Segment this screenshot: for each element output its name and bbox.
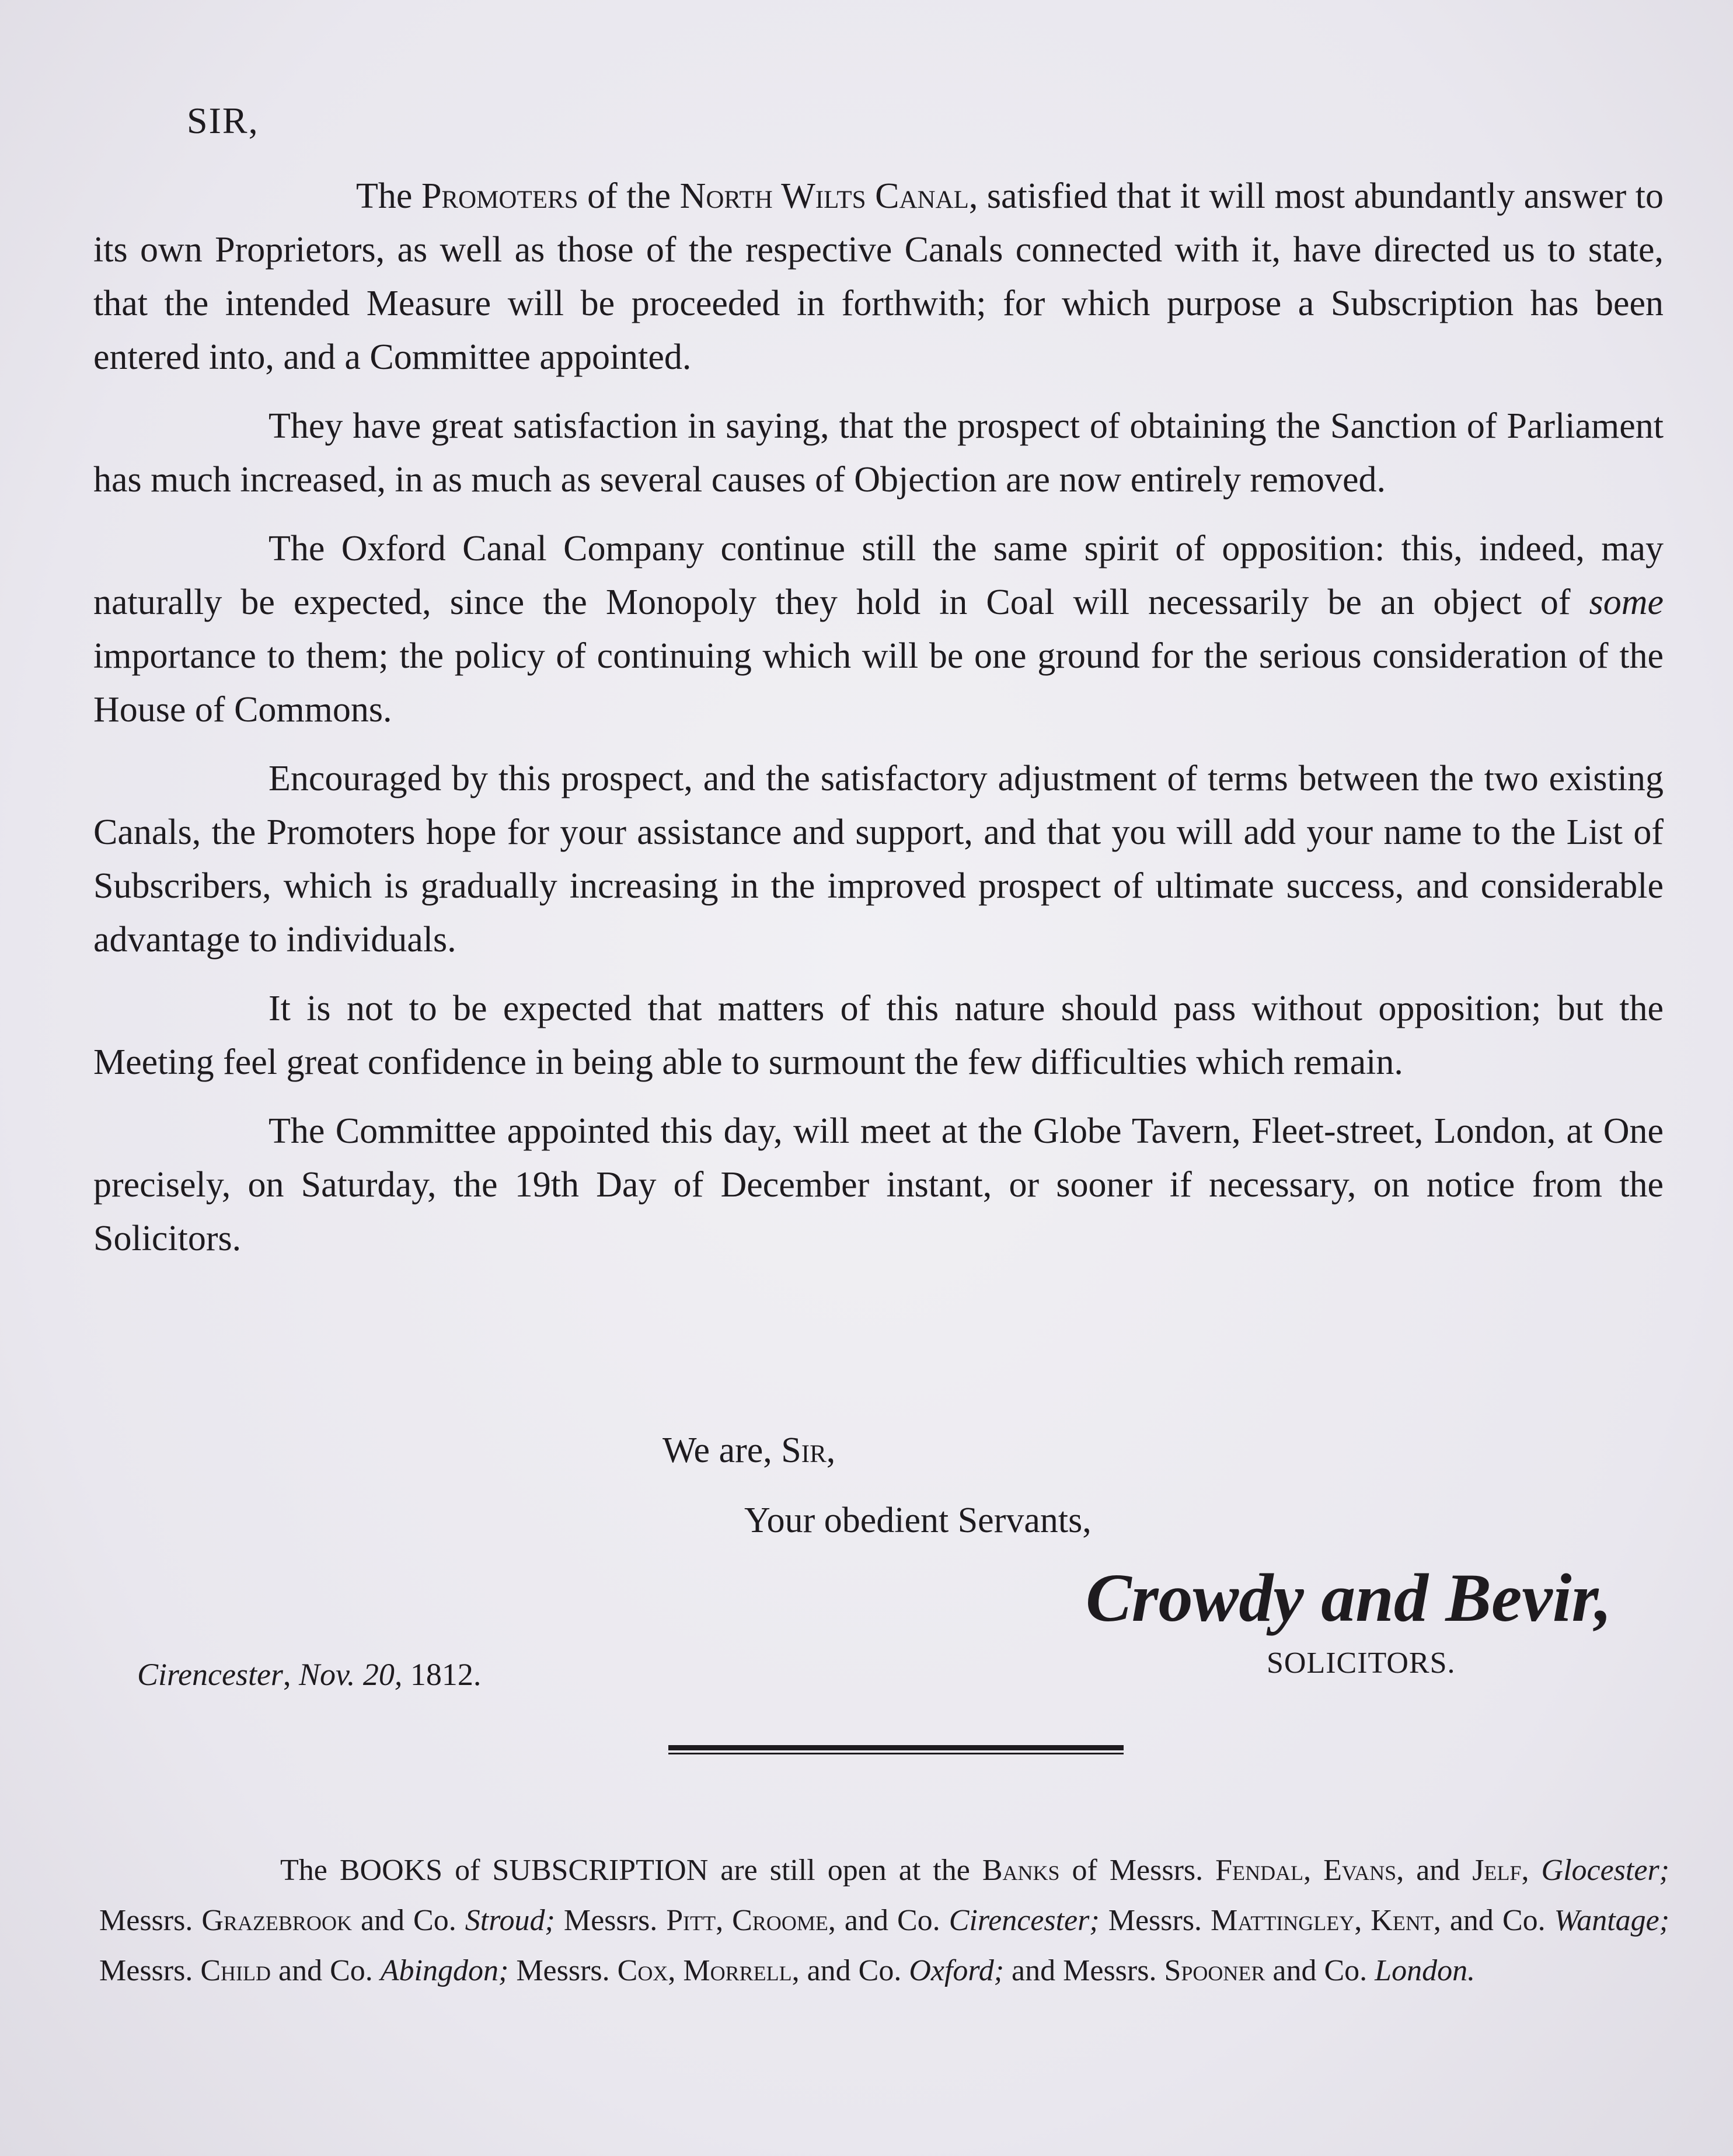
divider-thick-line [668,1745,1124,1750]
note-smallcaps: Spooner [1164,1954,1265,1987]
dateline-place: Cirencester [137,1657,283,1692]
paragraph-4: Encouraged by this prospect, and the satisfactory adjustment of terms between the two existing Canals, the Promoters hope for your assistance and support, and that you will add your name to the List of Subscribers, which is gradually increasing in the improved prospect of ultimate success, and considerable advantage to individuals. [93,759,1664,960]
divider-thin-line [668,1753,1124,1754]
paragraph-2: They have great satisfaction in saying, that the prospect of obtaining the Sanction of Parliament has much increased, in as much as several causes of Objection are now entirely removed. [93,406,1664,500]
note-text: and Co. [1265,1954,1375,1987]
note-text: Messrs. [99,1954,201,1987]
paragraph-6: The Committee appointed this day, will meet at the Globe Tavern, Fleet-street, London, at One precisely, on Saturday, the 19th Day of December instant, or sooner if necessary, on notice from the Solicitors. [93,1111,1664,1258]
closing-sir: Sir [781,1431,827,1470]
note-smallcaps: Mattingley [1211,1904,1355,1937]
note-text: and Co. [271,1954,381,1987]
dateline [137,1656,481,1693]
divider-rule [668,1745,1124,1756]
note-smallcaps: Evans [1323,1854,1397,1887]
note-smallcaps: Croome [732,1904,828,1937]
emphasis-some: some [1589,582,1664,622]
paragraph-3-text-c: importance to them; the policy of continuing which will be one ground for the serious consideration of the House of Commons. [93,636,1664,730]
paragraph-1-text-a: The [356,176,421,216]
note-text: , [668,1954,684,1987]
paragraph-3-text-a: The Oxford Canal Company continue still the same spirit of opposition: this, indeed, may naturally be expected, since the Monopoly they hold in Coal will necessarily be an object of [93,529,1664,622]
note-place: Abingdon; [380,1954,509,1987]
salutation: SIR, [187,100,259,141]
dateline-comma: , [283,1657,299,1692]
note-smallcaps: Child [200,1954,271,1987]
dateline-date: Nov. 20, [298,1657,403,1692]
note-text: Messrs. [1099,1904,1211,1937]
note-text: Messrs. [555,1904,667,1937]
letter-body [93,169,1664,1281]
note-text: , and Co. [791,1954,909,1987]
closing-line-2: Your obedient Servants, [744,1501,1092,1540]
note-smallcaps: Cox [617,1954,668,1987]
note-smallcaps: Fendal [1215,1854,1304,1887]
note-smallcaps: Kent [1371,1904,1434,1937]
note-text: , [1354,1904,1371,1937]
note-text: , and Co. [828,1904,949,1937]
note-smallcaps: Pitt [666,1904,716,1937]
note-place: Wantage; [1554,1904,1670,1937]
note-smallcaps: Banks [982,1854,1060,1887]
note-text: , [716,1904,733,1937]
note-text: Messrs. [99,1904,202,1937]
paragraph-5: It is not to be expected that matters of this nature should pass without opposition; but the Meeting feel great confidence in being able to surmount the few difficulties which remain. [93,989,1664,1082]
dateline-year: 1812. [402,1657,482,1692]
note-place: Cirencester; [949,1904,1100,1937]
note-place: Glocester; [1541,1854,1669,1887]
note-text: , and [1396,1854,1473,1887]
note-place: Stroud; [465,1904,555,1937]
subscription-note [99,1845,1669,1996]
closing-we-are: We are, [662,1431,782,1470]
signature-title: SOLICITORS. [1267,1646,1456,1680]
promoters-smallcaps: Promoters [421,176,578,216]
closing-comma: , [826,1431,836,1470]
paragraph-1 [93,169,1664,384]
note-text: and Co. [351,1904,465,1937]
note-smallcaps: Morrell [683,1954,792,1987]
note-text: , [1303,1854,1324,1887]
note-place: Oxford; [909,1954,1005,1987]
paragraph-1-text-e: , satisfied that it will most abundantly answer to its own Proprietors, as well as those of the respective Canals connected with it, have directed us to state, that the intended Measure will be proceeded in forthwith; for which purpose a Subscription has been entered into, and a Committee appointed. [93,176,1664,377]
paragraph-1-text-c: of the [578,176,680,216]
closing-line-1 [662,1430,835,1471]
note-text: of Messrs. [1059,1854,1216,1887]
paragraph-3 [93,522,1664,737]
north-wilts-canal-smallcaps: North Wilts Canal [679,176,969,216]
note-text: , and Co. [1433,1904,1554,1937]
note-text: and Messrs. [1004,1954,1164,1987]
signature: Crowdy and Bevir, [1086,1560,1612,1636]
note-place: London. [1375,1954,1476,1987]
note-smallcaps: Jelf [1472,1854,1522,1887]
note-smallcaps: Grazebrook [201,1904,352,1937]
note-text: , [1521,1854,1542,1887]
note-text: Messrs. [508,1954,618,1987]
note-text: The BOOKS of SUBSCRIPTION are still open at the [280,1854,982,1887]
